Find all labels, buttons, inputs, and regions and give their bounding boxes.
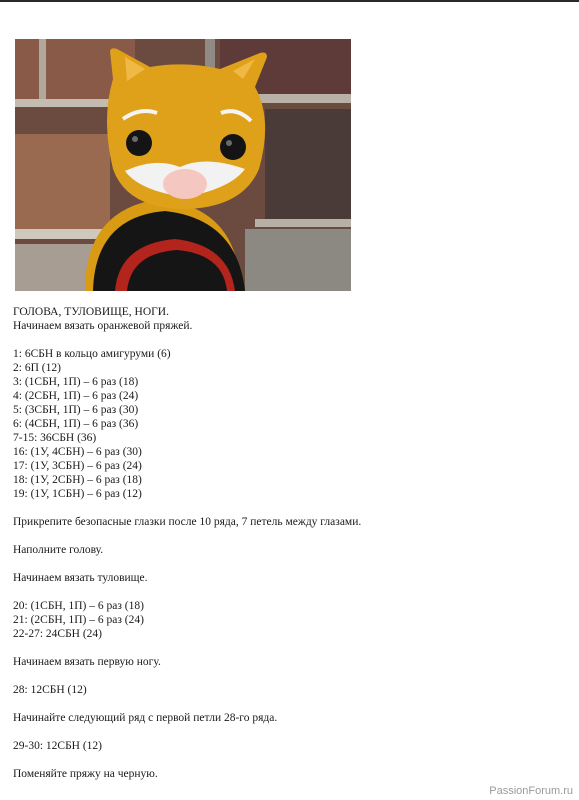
eyes-note: Прикрепите безопасные глазки после 10 ряда, 7 петель между глазами. [13,516,362,528]
row-line: 28: 12СБН (12) [13,684,87,696]
top-divider [0,0,579,2]
row-line: 6: (4СБН, 1П) – 6 раз (36) [13,418,139,430]
intro-line: Начинаем вязать оранжевой пряжей. [13,320,193,332]
amigurumi-cat-photo [15,39,351,291]
row-line: 1: 6СБН в кольцо амигуруми (6) [13,348,171,360]
row-line: 21: (2СБН, 1П) – 6 раз (24) [13,614,144,626]
site-watermark: PassionForum.ru [489,785,573,797]
next-row-note: Начинайте следующий ряд с первой петли 28-го ряда. [13,712,278,724]
section-heading: ГОЛОВА, ТУЛОВИЩЕ, НОГИ. [13,306,169,318]
fill-note: Наполните голову. [13,544,104,556]
pattern-text [13,305,573,781]
row-line: 19: (1У, 1СБН) – 6 раз (12) [13,488,142,500]
row-line: 20: (1СБН, 1П) – 6 раз (18) [13,600,144,612]
row-line: 7-15: 36СБН (36) [13,432,97,444]
row-line: 18: (1У, 2СБН) – 6 раз (18) [13,474,142,486]
row-line: 29-30: 12СБН (12) [13,740,103,752]
body-note: Начинаем вязать туловище. [13,572,148,584]
row-line: 17: (1У, 3СБН) – 6 раз (24) [13,460,142,472]
row-line: 3: (1СБН, 1П) – 6 раз (18) [13,376,139,388]
row-line: 4: (2СБН, 1П) – 6 раз (24) [13,390,139,402]
row-line: 5: (3СБН, 1П) – 6 раз (30) [13,404,139,416]
row-line: 22-27: 24СБН (24) [13,628,103,640]
row-line: 2: 6П (12) [13,362,61,374]
row-line: 16: (1У, 4СБН) – 6 раз (30) [13,446,142,458]
yarn-note: Поменяйте пряжу на черную. [13,768,158,780]
leg-note: Начинаем вязать первую ногу. [13,656,161,668]
cat-photo-drawing [15,39,351,291]
